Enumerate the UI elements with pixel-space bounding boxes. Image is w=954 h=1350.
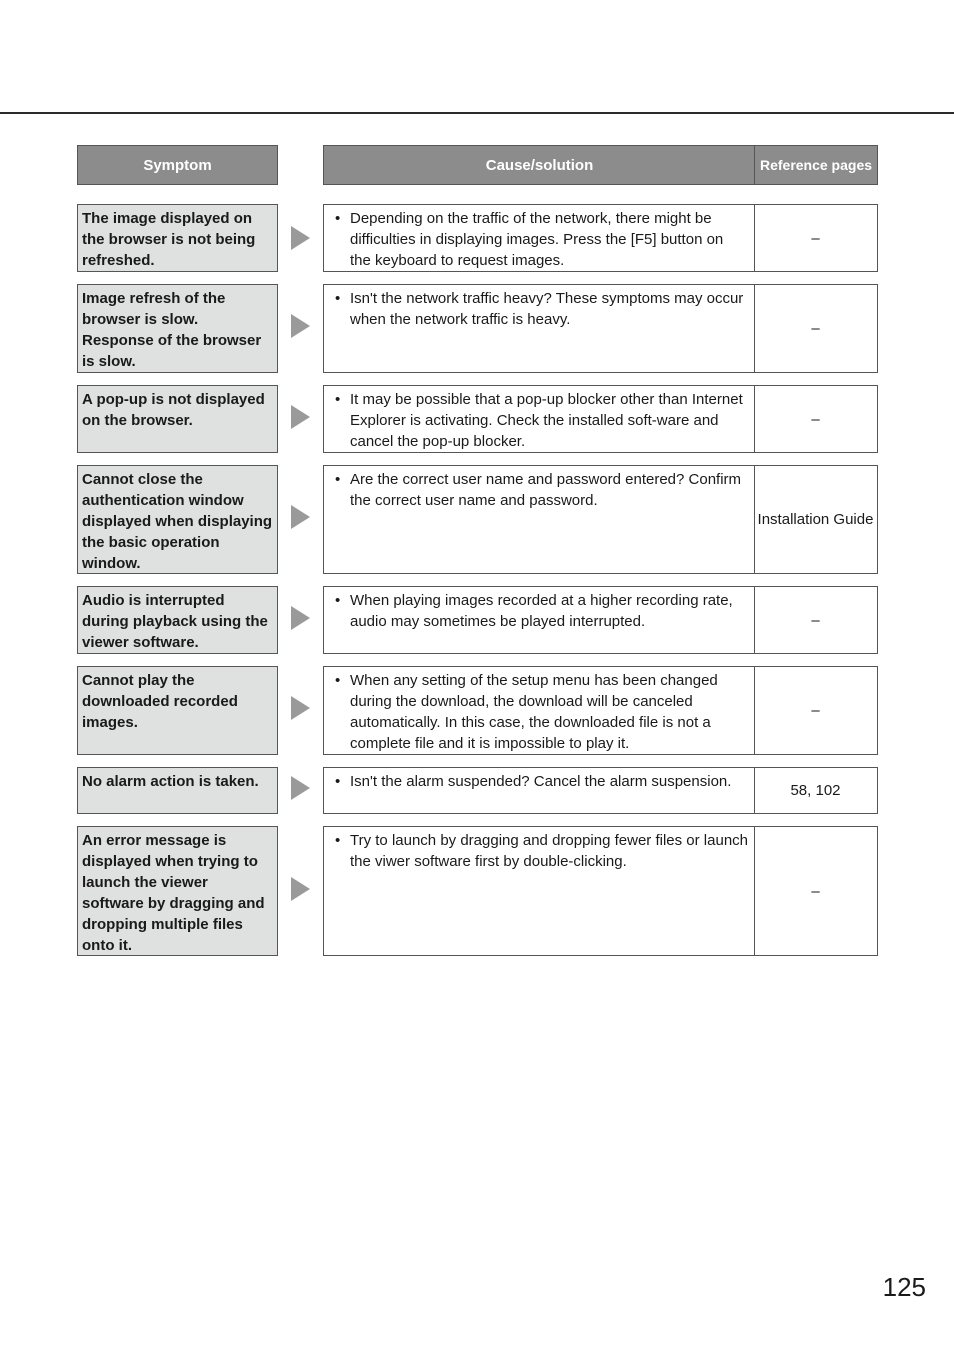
bullet-icon: • <box>335 773 341 790</box>
reference-cell: – <box>754 666 878 755</box>
table-row <box>0 586 954 654</box>
bullet-icon: • <box>335 672 341 689</box>
cause-cell <box>323 666 755 755</box>
reference-cell: – <box>754 826 878 956</box>
table-row <box>0 204 954 272</box>
arrow-right-icon <box>291 505 310 529</box>
header-symptom: Symptom <box>77 145 278 185</box>
table-row <box>0 465 954 574</box>
reference-cell: – <box>754 204 878 272</box>
cause-cell <box>323 465 755 574</box>
reference-cell: – <box>754 284 878 373</box>
table-row <box>0 767 954 814</box>
cause-cell <box>323 284 755 373</box>
arrow-right-icon <box>291 405 310 429</box>
bullet-icon: • <box>335 592 341 609</box>
symptom-cell: No alarm action is taken. <box>77 767 278 814</box>
symptom-cell: An error message is displayed when trying to launch the viewer software by dragging and dropping multiple files onto it. <box>77 826 278 956</box>
cause-text: When any setting of the setup menu has been changed during the download, the download will be canceled automatically. In this case, the downloaded file is not a complete file and it is impossible to play it. <box>350 672 718 752</box>
symptom-cell: Cannot play the downloaded recorded images. <box>77 666 278 755</box>
bullet-icon: • <box>335 210 341 227</box>
bullet-icon: • <box>335 391 341 408</box>
cause-cell <box>323 204 755 272</box>
reference-cell: – <box>754 586 878 654</box>
cause-text: When playing images recorded at a higher recording rate, audio may sometimes be played interrupted. <box>350 592 733 630</box>
reference-cell: Installation Guide <box>754 465 878 574</box>
arrow-right-icon <box>291 314 310 338</box>
cause-text: It may be possible that a pop-up blocker other than Internet Explorer is activating. Check the installed soft-ware and cancel the pop-up blocker. <box>350 391 743 450</box>
bullet-icon: • <box>335 471 341 488</box>
reference-cell: 58, 102 <box>754 767 878 814</box>
arrow-right-icon <box>291 877 310 901</box>
symptom-cell: Audio is interrupted during playback using the viewer software. <box>77 586 278 654</box>
table-row <box>0 826 954 956</box>
bullet-icon: • <box>335 290 341 307</box>
symptom-cell: Image refresh of the browser is slow. Response of the browser is slow. <box>77 284 278 373</box>
symptom-cell: Cannot close the authentication window displayed when displaying the basic operation window. <box>77 465 278 574</box>
cause-text: Depending on the traffic of the network, there might be difficulties in displaying images. Press the [F5] button on the keyboard to request images. <box>350 210 724 269</box>
header-reference-pages: Reference pages <box>754 145 878 185</box>
arrow-right-icon <box>291 696 310 720</box>
cause-text: Try to launch by dragging and dropping fewer files or launch the viwer software first by double-clicking. <box>350 832 749 870</box>
cause-cell <box>323 385 755 453</box>
cause-text: Isn't the alarm suspended? Cancel the alarm suspension. <box>350 773 732 790</box>
top-rule <box>0 112 954 114</box>
cause-cell <box>323 826 755 956</box>
table-row <box>0 284 954 373</box>
table-row <box>0 385 954 453</box>
cause-text: Isn't the network traffic heavy? These symptoms may occur when the network traffic is heavy. <box>350 290 744 328</box>
bullet-icon: • <box>335 832 341 849</box>
page-number: 125 <box>882 1272 926 1302</box>
cause-text: Are the correct user name and password entered? Confirm the correct user name and password. <box>350 471 742 509</box>
header-cause-solution: Cause/solution <box>323 145 755 185</box>
symptom-cell: A pop-up is not displayed on the browser. <box>77 385 278 453</box>
cause-cell <box>323 586 755 654</box>
reference-cell: – <box>754 385 878 453</box>
arrow-right-icon <box>291 226 310 250</box>
arrow-right-icon <box>291 606 310 630</box>
table-row <box>0 666 954 755</box>
symptom-cell: The image displayed on the browser is not being refreshed. <box>77 204 278 272</box>
arrow-right-icon <box>291 776 310 800</box>
cause-cell <box>323 767 755 814</box>
